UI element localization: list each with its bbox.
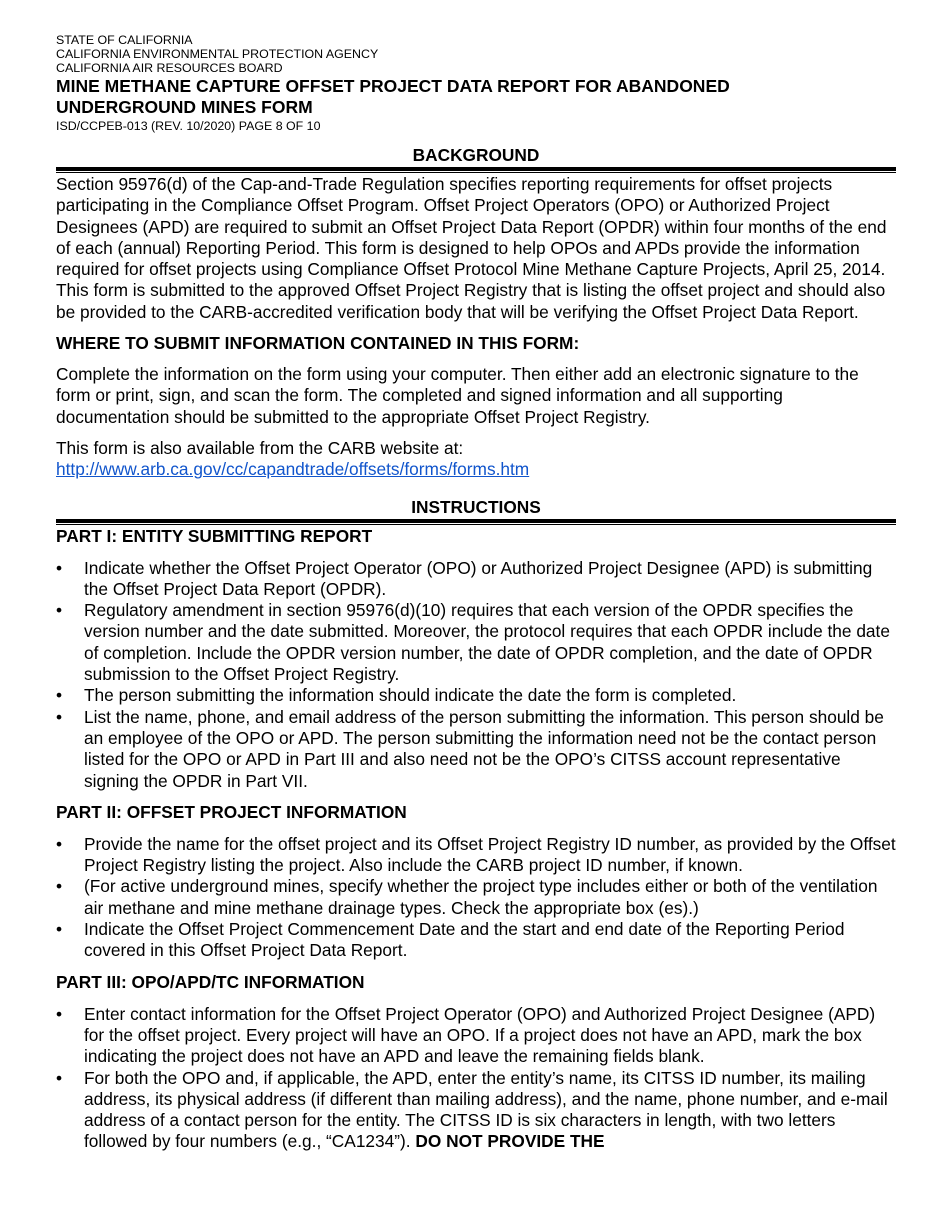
- list-item-text: List the name, phone, and email address of the person submitting the information. This person should be an employee of the OPO or APD. The person submitting the information need not be the contact person listed for the OPO or APD in Part III and also need not be the OPO’s CITSS account representative signing the OPDR in Part VII.: [84, 706, 884, 791]
- where-to-submit-paragraph: Complete the information on the form using your computer. Then either add an electronic signature to the form or print, sign, and scan the form. The completed and signed information and all supporting documentation should be submitted to the appropriate Offset Project Registry.: [56, 364, 859, 427]
- bullet-icon: •: [56, 557, 63, 578]
- bullet-icon: •: [56, 600, 63, 621]
- list-item: [56, 685, 896, 706]
- list-item: [56, 919, 896, 962]
- list-item-bold-text: DO NOT PROVIDE THE: [415, 1131, 605, 1152]
- website-link-row: [56, 459, 896, 480]
- part-2-bullet-list: [56, 834, 896, 962]
- form-number: ISD/CCPEB-013 (REV. 10/2020) PAGE 8 OF 10: [56, 119, 321, 133]
- list-item: [56, 834, 896, 877]
- list-item: [56, 558, 896, 601]
- part-3-heading: PART III: OPO/APD/TC INFORMATION: [56, 971, 365, 992]
- list-item: [56, 876, 896, 919]
- form-title-line-1: MINE METHANE CAPTURE OFFSET PROJECT DATA REPORT FOR ABANDONED: [56, 76, 730, 96]
- bullet-icon: •: [56, 833, 63, 854]
- agency-line-calepa: CALIFORNIA ENVIRONMENTAL PROTECTION AGENCY: [56, 47, 379, 61]
- list-item-text: Provide the name for the offset project and its Offset Project Registry ID number, as provided by the Offset Project Registry listing the project. Also include the CARB project ID number, if known.: [84, 833, 896, 876]
- bullet-icon: •: [56, 706, 63, 727]
- bullet-icon: •: [56, 685, 63, 706]
- list-item-text: The person submitting the information should indicate the date the form is completed.: [84, 685, 737, 706]
- background-heading: BACKGROUND: [412, 145, 540, 165]
- form-title-line-2: UNDERGROUND MINES FORM: [56, 97, 313, 117]
- list-item: [56, 1004, 896, 1068]
- agency-line-carb: CALIFORNIA AIR RESOURCES BOARD: [56, 61, 283, 75]
- form-title: [56, 76, 896, 118]
- list-item: [56, 1068, 896, 1153]
- form-header: [56, 33, 896, 133]
- part-1-heading: PART I: ENTITY SUBMITTING REPORT: [56, 525, 373, 546]
- list-item-text: Regulatory amendment in section 95976(d)(10) requires that each version of the OPDR specifies the version number and the date submitted. Moreover, the protocol requires that each OPDR include the date of completion. Include the OPDR version number, the date of OPDR completion, and the date of OPDR submission to the Offset Project Registry.: [84, 600, 890, 685]
- list-item: [56, 600, 896, 685]
- background-paragraph: Section 95976(d) of the Cap-and-Trade Regulation specifies reporting requirements for offset projects participating in the Compliance Offset Program. Offset Project Operators (OPO) or Authorized Project Designees (APD) are required to submit an Offset Project Data Report (OPDR) within four months of the end of each (annual) Reporting Period. This form is designed to help OPOs and APDs provide the information required for offset projects using Compliance Offset Protocol Mine Methane Capture Projects, April 25, 2014. This form is submitted to the approved Offset Project Registry that is listing the offset project and should also be provided to the CARB-accredited verification body that will be verifying the Offset Project Data Report.: [56, 174, 887, 322]
- list-item-text: (For active underground mines, specify whether the project type includes either or both of the ventilation air methane and mine methane drainage types. Check the appropriate box (es).): [84, 876, 878, 918]
- bullet-icon: •: [56, 919, 63, 940]
- part-3-bullet-list: [56, 1004, 896, 1153]
- form-page: [56, 33, 896, 1153]
- bullet-icon: •: [56, 1003, 63, 1024]
- list-item-text: For both the OPO and, if applicable, the APD, enter the entity’s name, its CITSS ID number, its mailing address, its physical address (if different than mailing address), and the name, phone number, and e-mail address of a contact person for the entity. The CITSS ID is six characters in length, with two letters followed by four numbers (e.g., “CA1234”).: [84, 1067, 888, 1152]
- part-1-bullet-list: [56, 558, 896, 792]
- instructions-rule: [56, 519, 896, 525]
- list-item-text: Indicate whether the Offset Project Operator (OPO) or Authorized Project Designee (APD) is submitting the Offset Project Data Report (OPDR).: [84, 557, 873, 599]
- agency-line-state: STATE OF CALIFORNIA: [56, 33, 193, 47]
- bullet-icon: •: [56, 876, 63, 897]
- part-2-heading: PART II: OFFSET PROJECT INFORMATION: [56, 801, 407, 822]
- instructions-heading: INSTRUCTIONS: [411, 496, 541, 517]
- background-rule: [56, 167, 896, 173]
- list-item-text: Enter contact information for the Offset Project Operator (OPO) and Authorized Project Designee (APD) for the offset project. Every project will have an OPO. If a project does not have an APD, mark the box indicating the project does not have an APD and leave the remaining fields blank.: [84, 1003, 876, 1067]
- list-item-text: Indicate the Offset Project Commencement Date and the start and end date of the Reporting Period covered in this Offset Project Data Report.: [84, 919, 845, 961]
- website-text: This form is also available from the CARB website at:: [56, 437, 464, 458]
- bullet-icon: •: [56, 1067, 63, 1088]
- where-to-submit-heading: WHERE TO SUBMIT INFORMATION CONTAINED IN THIS FORM:: [56, 333, 580, 354]
- list-item: [56, 707, 896, 792]
- carb-forms-link[interactable]: http://www.arb.ca.gov/cc/capandtrade/offsets/forms/forms.htm: [56, 459, 530, 480]
